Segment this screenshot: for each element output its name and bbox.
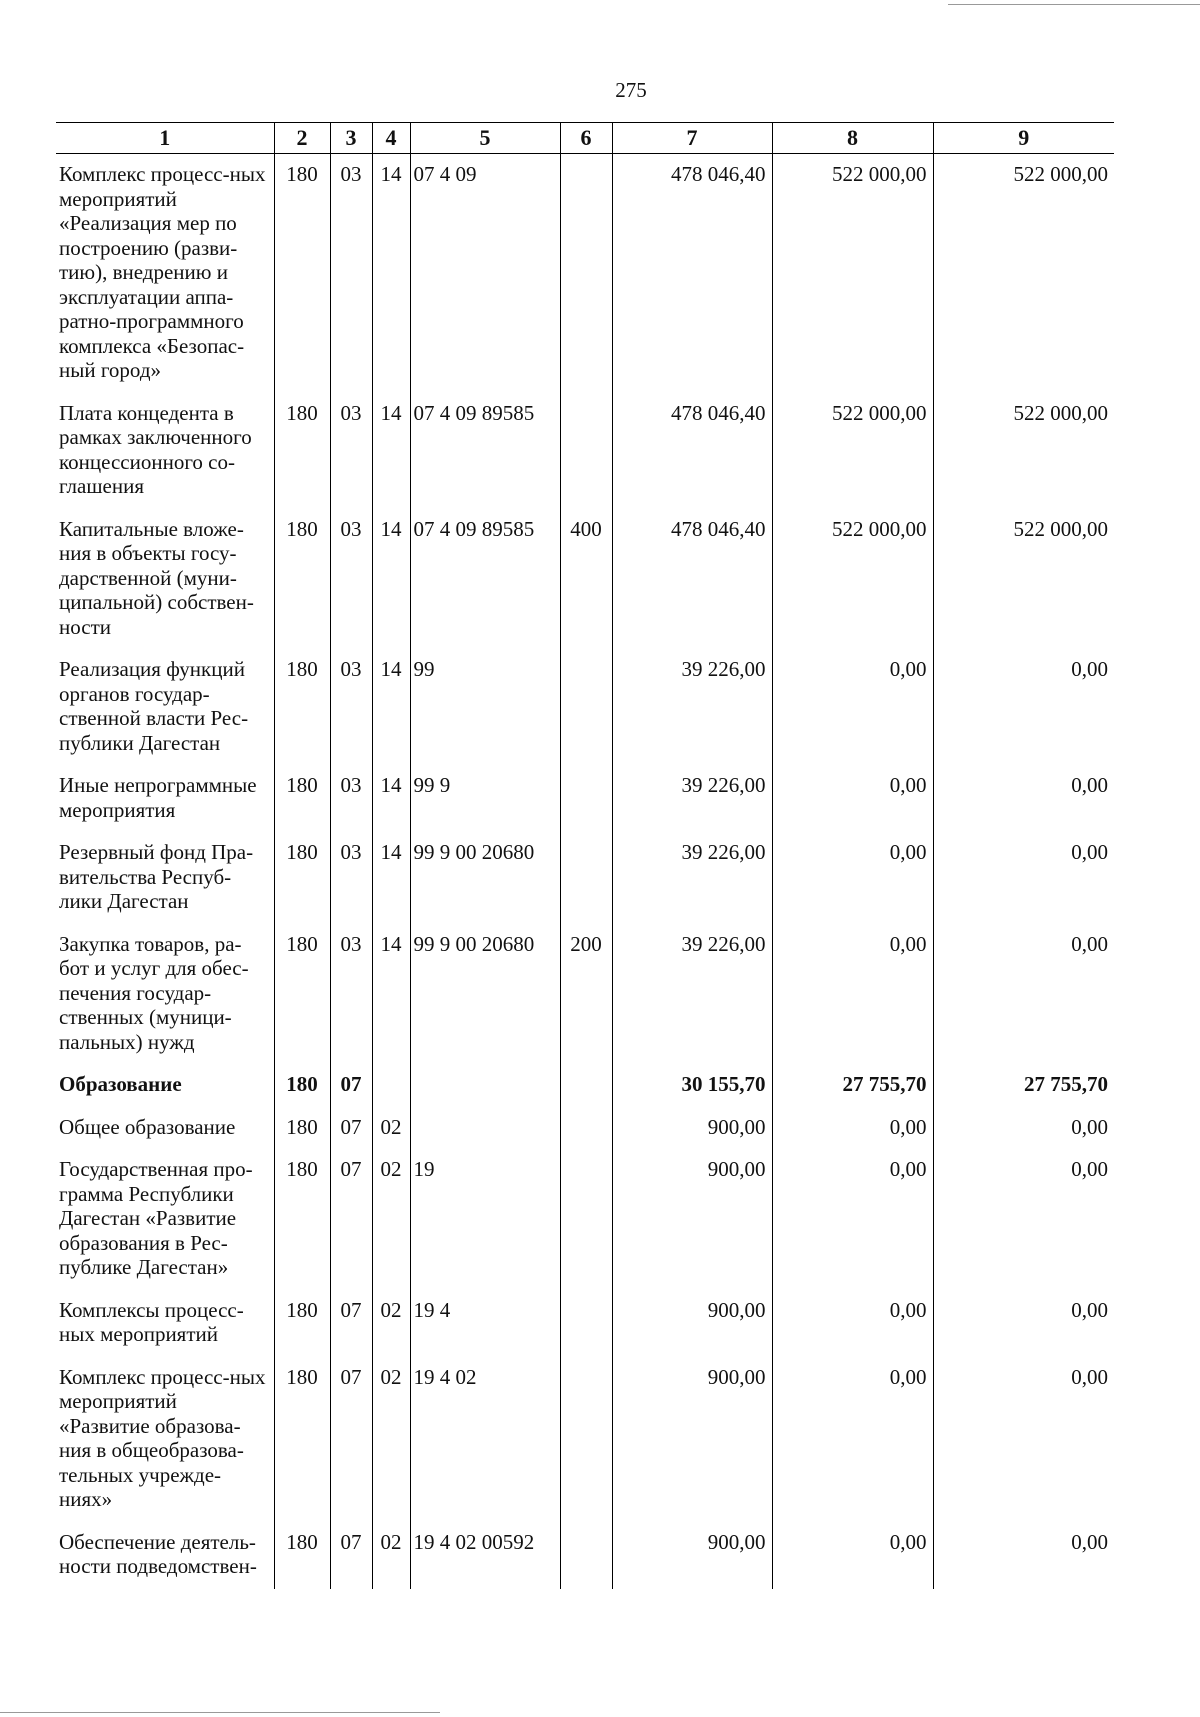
code-cell xyxy=(560,1064,612,1107)
table-row xyxy=(56,1107,1114,1150)
row-name-cell: Общее образование xyxy=(56,1107,274,1150)
amount-cell: 0,00 xyxy=(933,1149,1114,1290)
table-row xyxy=(56,924,1114,1065)
amount-cell: 27 755,70 xyxy=(933,1064,1114,1107)
code-cell xyxy=(560,154,612,393)
table-row xyxy=(56,509,1114,650)
column-header: 9 xyxy=(933,123,1114,154)
code-cell xyxy=(410,1107,560,1150)
amount-cell: 0,00 xyxy=(933,1290,1114,1357)
code-cell: 180 xyxy=(274,649,330,765)
scan-edge-top xyxy=(948,4,1200,5)
amount-cell: 522 000,00 xyxy=(772,393,933,509)
table-row xyxy=(56,832,1114,924)
row-name-cell: Комплекс процесс-ных мероприятий «Развитие образова-ния в общеобразова-тельных учрежде-ниях» xyxy=(56,1357,274,1522)
code-cell: 14 xyxy=(372,509,410,650)
table-row xyxy=(56,649,1114,765)
column-header: 6 xyxy=(560,123,612,154)
code-cell: 19 4 xyxy=(410,1290,560,1357)
code-cell: 14 xyxy=(372,832,410,924)
table-row xyxy=(56,1357,1114,1522)
amount-cell: 478 046,40 xyxy=(612,393,772,509)
amount-cell: 522 000,00 xyxy=(933,393,1114,509)
code-cell xyxy=(560,1290,612,1357)
row-name-cell: Капитальные вложе-ния в объекты госу-дарственной (муни-ципальной) собствен-ности xyxy=(56,509,274,650)
code-cell xyxy=(560,1357,612,1522)
row-name-cell: Обеспечение деятель-ности подведомствен- xyxy=(56,1522,274,1589)
code-cell: 19 4 02 00592 xyxy=(410,1522,560,1589)
code-cell: 180 xyxy=(274,154,330,393)
row-name-cell: Плата концедента в рамках заключенного концессионного со-глашения xyxy=(56,393,274,509)
code-cell xyxy=(372,1064,410,1107)
code-cell xyxy=(560,1522,612,1589)
code-cell: 03 xyxy=(330,393,372,509)
code-cell: 02 xyxy=(372,1290,410,1357)
code-cell: 03 xyxy=(330,154,372,393)
amount-cell: 478 046,40 xyxy=(612,509,772,650)
amount-cell: 900,00 xyxy=(612,1149,772,1290)
table-row xyxy=(56,1522,1114,1589)
amount-cell: 0,00 xyxy=(772,1149,933,1290)
code-cell: 02 xyxy=(372,1107,410,1150)
code-cell: 14 xyxy=(372,924,410,1065)
amount-cell: 0,00 xyxy=(772,1522,933,1589)
code-cell: 14 xyxy=(372,765,410,832)
code-cell: 180 xyxy=(274,1290,330,1357)
code-cell: 07 xyxy=(330,1290,372,1357)
table-row xyxy=(56,1064,1114,1107)
table-row xyxy=(56,765,1114,832)
code-cell: 02 xyxy=(372,1357,410,1522)
column-header: 4 xyxy=(372,123,410,154)
amount-cell: 39 226,00 xyxy=(612,924,772,1065)
amount-cell: 522 000,00 xyxy=(933,509,1114,650)
amount-cell: 900,00 xyxy=(612,1522,772,1589)
code-cell: 03 xyxy=(330,924,372,1065)
code-cell: 180 xyxy=(274,1107,330,1150)
code-cell: 14 xyxy=(372,393,410,509)
code-cell: 19 xyxy=(410,1149,560,1290)
code-cell: 200 xyxy=(560,924,612,1065)
code-cell: 07 xyxy=(330,1149,372,1290)
code-cell xyxy=(560,649,612,765)
code-cell: 180 xyxy=(274,1522,330,1589)
amount-cell: 0,00 xyxy=(933,1107,1114,1150)
amount-cell: 0,00 xyxy=(772,1107,933,1150)
code-cell xyxy=(560,765,612,832)
code-cell: 02 xyxy=(372,1149,410,1290)
row-name-cell: Закупка товаров, ра-бот и услуг для обес-печения государ-ственных (муници-пальных) нужд xyxy=(56,924,274,1065)
code-cell: 19 4 02 xyxy=(410,1357,560,1522)
code-cell: 07 4 09 xyxy=(410,154,560,393)
code-cell: 180 xyxy=(274,1149,330,1290)
code-cell: 180 xyxy=(274,1357,330,1522)
amount-cell: 27 755,70 xyxy=(772,1064,933,1107)
amount-cell: 522 000,00 xyxy=(933,154,1114,393)
code-cell: 03 xyxy=(330,649,372,765)
code-cell: 99 9 00 20680 xyxy=(410,832,560,924)
budget-table xyxy=(56,122,1114,1589)
code-cell: 180 xyxy=(274,393,330,509)
amount-cell: 478 046,40 xyxy=(612,154,772,393)
code-cell xyxy=(560,1149,612,1290)
amount-cell: 0,00 xyxy=(772,1357,933,1522)
code-cell xyxy=(410,1064,560,1107)
amount-cell: 0,00 xyxy=(933,1522,1114,1589)
amount-cell: 0,00 xyxy=(772,765,933,832)
amount-cell: 0,00 xyxy=(933,924,1114,1065)
amount-cell: 900,00 xyxy=(612,1357,772,1522)
code-cell: 180 xyxy=(274,509,330,650)
code-cell: 14 xyxy=(372,649,410,765)
column-header: 1 xyxy=(56,123,274,154)
code-cell: 07 4 09 89585 xyxy=(410,509,560,650)
row-name-cell: Реализация функций органов государ-ственной власти Рес-публики Дагестан xyxy=(56,649,274,765)
amount-cell: 900,00 xyxy=(612,1107,772,1150)
code-cell: 07 xyxy=(330,1064,372,1107)
amount-cell: 39 226,00 xyxy=(612,765,772,832)
code-cell: 180 xyxy=(274,924,330,1065)
table-row xyxy=(56,1290,1114,1357)
code-cell: 07 xyxy=(330,1357,372,1522)
code-cell xyxy=(560,393,612,509)
column-header: 8 xyxy=(772,123,933,154)
amount-cell: 39 226,00 xyxy=(612,649,772,765)
amount-cell: 522 000,00 xyxy=(772,509,933,650)
code-cell xyxy=(560,1107,612,1150)
code-cell: 180 xyxy=(274,832,330,924)
code-cell: 07 xyxy=(330,1522,372,1589)
code-cell: 99 xyxy=(410,649,560,765)
table-row xyxy=(56,393,1114,509)
code-cell: 99 9 xyxy=(410,765,560,832)
code-cell: 99 9 00 20680 xyxy=(410,924,560,1065)
amount-cell: 30 155,70 xyxy=(612,1064,772,1107)
header-row xyxy=(56,123,1114,154)
row-name-cell: Резервный фонд Пра-вительства Респуб-лики Дагестан xyxy=(56,832,274,924)
amount-cell: 0,00 xyxy=(772,832,933,924)
column-header: 5 xyxy=(410,123,560,154)
column-header: 7 xyxy=(612,123,772,154)
amount-cell: 900,00 xyxy=(612,1290,772,1357)
row-name-cell: Образование xyxy=(56,1064,274,1107)
amount-cell: 0,00 xyxy=(933,765,1114,832)
page-number: 275 xyxy=(615,78,647,102)
row-name-cell: Иные непрограммные мероприятия xyxy=(56,765,274,832)
code-cell: 07 xyxy=(330,1107,372,1150)
code-cell: 14 xyxy=(372,154,410,393)
amount-cell: 0,00 xyxy=(772,649,933,765)
amount-cell: 0,00 xyxy=(933,832,1114,924)
code-cell: 03 xyxy=(330,765,372,832)
amount-cell: 0,00 xyxy=(933,1357,1114,1522)
row-name-cell: Государственная про-грамма Республики Дагестан «Развитие образования в Рес-публике Дагестан» xyxy=(56,1149,274,1290)
code-cell: 03 xyxy=(330,509,372,650)
column-header: 2 xyxy=(274,123,330,154)
code-cell: 180 xyxy=(274,765,330,832)
amount-cell: 0,00 xyxy=(933,649,1114,765)
code-cell: 07 4 09 89585 xyxy=(410,393,560,509)
scan-edge-bottom xyxy=(0,1712,440,1713)
table-row xyxy=(56,154,1114,393)
amount-cell: 0,00 xyxy=(772,1290,933,1357)
row-name-cell: Комплекс процесс-ных мероприятий «Реализация мер по построению (разви-тию), внедрению и эксплуатации аппа-ратно-программного комплекса «Безопас-ный город» xyxy=(56,154,274,393)
code-cell: 02 xyxy=(372,1522,410,1589)
row-name-cell: Комплексы процесс-ных мероприятий xyxy=(56,1290,274,1357)
amount-cell: 0,00 xyxy=(772,924,933,1065)
table-row xyxy=(56,1149,1114,1290)
code-cell xyxy=(560,832,612,924)
code-cell: 03 xyxy=(330,832,372,924)
amount-cell: 522 000,00 xyxy=(772,154,933,393)
code-cell: 400 xyxy=(560,509,612,650)
code-cell: 180 xyxy=(274,1064,330,1107)
column-header: 3 xyxy=(330,123,372,154)
table-body xyxy=(56,154,1114,1589)
amount-cell: 39 226,00 xyxy=(612,832,772,924)
